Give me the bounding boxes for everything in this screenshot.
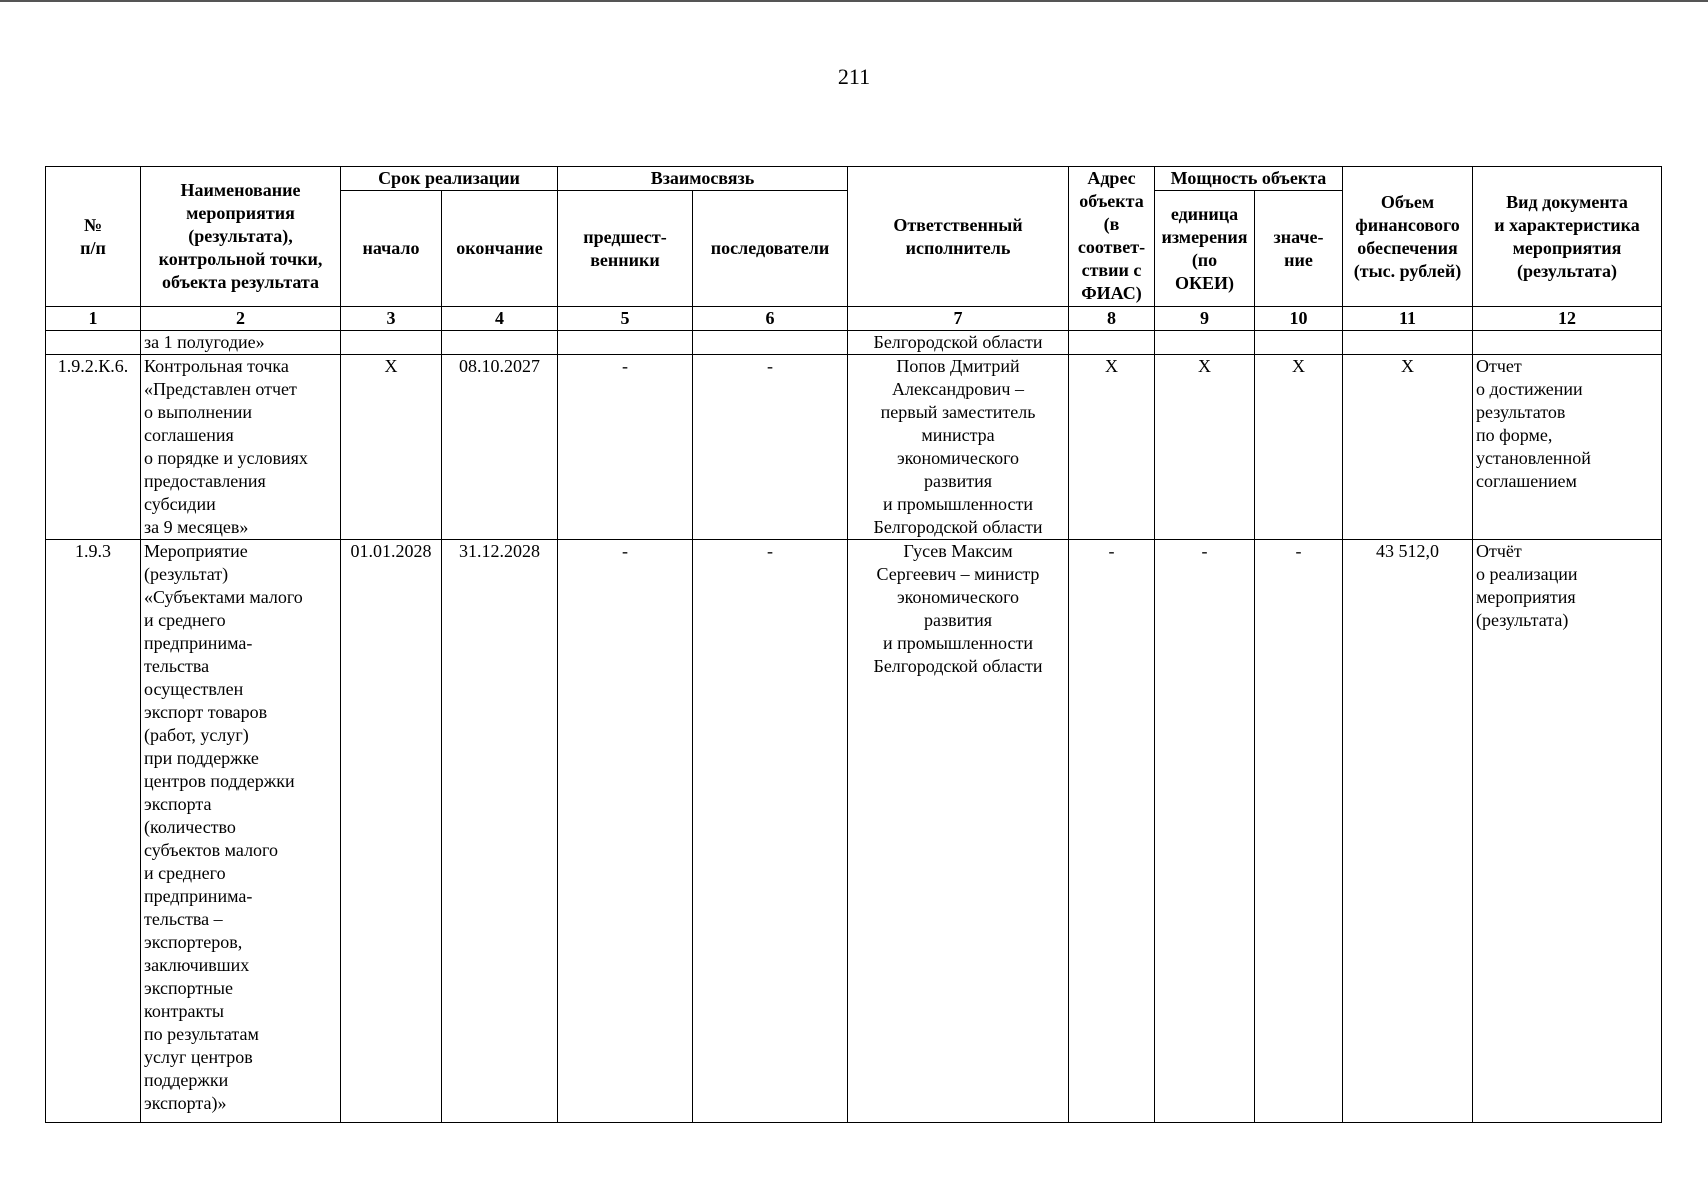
header-num: № п/п: [46, 167, 141, 307]
column-number: 12: [1473, 307, 1662, 331]
header-address: Адрес объекта (в соответ- ствии с ФИАС): [1069, 167, 1155, 307]
header-link-pred: предшест- венники: [558, 191, 693, 307]
table-row: [46, 540, 1662, 1123]
header-doc-type: Вид документа и характеристика мероприятия (результата): [1473, 167, 1662, 307]
row-pred: [558, 331, 693, 355]
row-responsible: Попов Дмитрий Александрович – первый заместитель министра экономического развития и промышленности Белгородской области: [848, 355, 1069, 540]
row-address: [1069, 331, 1155, 355]
row-succ: [693, 331, 848, 355]
row-succ: -: [693, 355, 848, 540]
header-link-succ: последователи: [693, 191, 848, 307]
row-start: 01.01.2028: [341, 540, 442, 1123]
row-address: X: [1069, 355, 1155, 540]
header-term-group: Срок реализации: [341, 167, 558, 191]
row-doc: Отчет о достижении результатов по форме, установленной соглашением: [1473, 355, 1662, 540]
row-doc: Отчёт о реализации мероприятия (результата): [1473, 540, 1662, 1123]
column-number: 4: [442, 307, 558, 331]
row-value: X: [1255, 355, 1343, 540]
column-number: 5: [558, 307, 693, 331]
row-end: 31.12.2028: [442, 540, 558, 1123]
header-term-start: начало: [341, 191, 442, 307]
table-row: [46, 331, 1662, 355]
header-capacity-unit: единица измерения (по ОКЕИ): [1155, 191, 1255, 307]
column-number: 11: [1343, 307, 1473, 331]
column-number: 2: [141, 307, 341, 331]
table-row: [46, 355, 1662, 540]
row-value: [1255, 331, 1343, 355]
column-number-row: [46, 307, 1662, 331]
plan-table: [45, 166, 1662, 1123]
header-capacity-group: Мощность объекта: [1155, 167, 1343, 191]
row-pred: -: [558, 540, 693, 1123]
row-unit: -: [1155, 540, 1255, 1123]
row-value: -: [1255, 540, 1343, 1123]
column-number: 9: [1155, 307, 1255, 331]
row-name: Контрольная точка «Представлен отчет о выполнении соглашения о порядке и условиях предоставления субсидии за 9 месяцев»: [141, 355, 341, 540]
row-start: X: [341, 355, 442, 540]
column-number: 8: [1069, 307, 1155, 331]
page-number: 211: [837, 64, 871, 89]
row-name: за 1 полугодие»: [141, 331, 341, 355]
top-rule: [0, 0, 1708, 2]
row-num: [46, 331, 141, 355]
column-number: 3: [341, 307, 442, 331]
row-succ: -: [693, 540, 848, 1123]
header-funding: Объем финансового обеспечения (тыс. рублей): [1343, 167, 1473, 307]
header-link-group: Взаимосвязь: [558, 167, 848, 191]
column-number: 7: [848, 307, 1069, 331]
row-funding: [1343, 331, 1473, 355]
row-start: [341, 331, 442, 355]
header-name: Наименование мероприятия (результата), контрольной точки, объекта результата: [141, 167, 341, 307]
row-end: 08.10.2027: [442, 355, 558, 540]
row-pred: -: [558, 355, 693, 540]
row-doc: [1473, 331, 1662, 355]
header-responsible: Ответственный исполнитель: [848, 167, 1069, 307]
column-number: 1: [46, 307, 141, 331]
row-funding: X: [1343, 355, 1473, 540]
column-number: 10: [1255, 307, 1343, 331]
row-funding: 43 512,0: [1343, 540, 1473, 1123]
row-num: 1.9.3: [46, 540, 141, 1123]
row-name: Мероприятие (результат) «Субъектами малого и среднего предпринима- тельства осуществлен экспорт товаров (работ, услуг) при поддержке центров поддержки экспорта (количество субъектов малого и среднего предпринима- тельства – экспортеров, заключивших экспортные контракты по результатам услуг центров поддержки экспорта)»: [141, 540, 341, 1123]
row-unit: X: [1155, 355, 1255, 540]
row-responsible: Белгородской области: [848, 331, 1069, 355]
row-end: [442, 331, 558, 355]
row-address: -: [1069, 540, 1155, 1123]
header-term-end: окончание: [442, 191, 558, 307]
header-capacity-value: значе- ние: [1255, 191, 1343, 307]
column-number: 6: [693, 307, 848, 331]
row-num: 1.9.2.К.6.: [46, 355, 141, 540]
row-responsible: Гусев Максим Сергеевич – министр экономического развития и промышленности Белгородской области: [848, 540, 1069, 1123]
row-unit: [1155, 331, 1255, 355]
